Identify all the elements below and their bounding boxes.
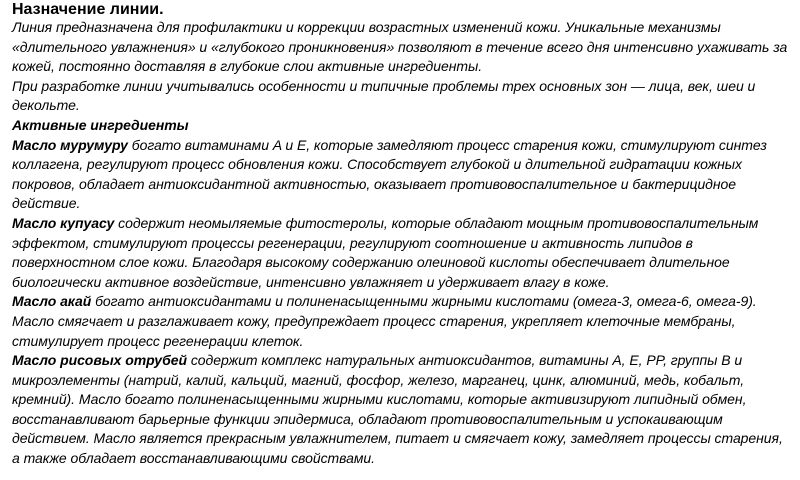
- document-body: [12, 18, 790, 469]
- ingredient-cupuacu: [12, 214, 790, 292]
- document-title: Назначение линии.: [12, 1, 164, 18]
- ingredient-acai: [12, 292, 790, 351]
- ingredient-name: Масло мурумуру: [12, 136, 128, 153]
- intro-paragraph-1: Линия предназначена для профилактики и коррекции возрастных изменений кожи. Уникальные механизмы «длительного увлажнения» и «глубокого проникновения» позволяют в течение всего дня интенсивно ухаживать за кожей, постоянно доставляя в глубокие слои активные ингредиенты.: [12, 19, 788, 75]
- ingredient-description: богато антиоксидантами и полиненасыщенными жирными кислотами (омега-3, омега-6, омега-9). Масло смягчает и разглаживает кожу, предупреждает процесс старения, укрепляет клеточные мембраны, стимулирует процесс регенерации клеток.: [12, 293, 757, 349]
- ingredient-name: Масло рисовых отрубей: [12, 352, 188, 369]
- ingredient-name: Масло акай: [12, 293, 92, 310]
- ingredient-rice-bran: [12, 351, 790, 469]
- intro-paragraph-2: При разработке линии учитывались особенности и типичные проблемы трех основных зон — лица, век, шеи и декольте.: [12, 77, 756, 114]
- ingredient-description: содержит комплекс натуральных антиоксидантов, витамины A, E, PP, группы B и микроэлементы (натрий, калий, кальций, магний, фосфор, железо, марганец, цинк, алюминий, медь, кобальт, кремний). Масло богато полиненасыщенными жирными кислотами, которые активизируют липидный обмен, восстанавливают барьерные функции эпидермиса, обладают противовоспалительным и успокаивающим действием. Масло является прекрасным увлажнителем, питает и смягчает кожу, замедляет процессы старения, а также обладает восстанавливающими свойствами.: [12, 352, 783, 467]
- ingredient-description: содержит неомыляемые фитостеролы, которые обладают мощным противовоспалительным эффектом, стимулируют процессы регенерации, регулируют соотношение и активность липидов в поверхностном слое кожи. Благодаря высокому содержанию олеиновой кислоты обеспечивает длительное биологически активное воздействие, интенсивно увлажняет и удерживает влагу в коже.: [12, 214, 759, 290]
- ingredient-murumuru: [12, 136, 790, 214]
- ingredient-name: Масло купуасу: [12, 214, 115, 231]
- ingredient-description: богато витаминами A и E, которые замедляют процесс старения кожи, стимулируют синтез коллагена, регулируют процесс обновления кожи. Способствует глубокой и длительной гидратации кожных покровов, обладает антиоксидантной активностью, оказывает противовоспалительное и бактерицидное действие.: [12, 136, 767, 212]
- ingredients-heading: Активные ингредиенты: [12, 116, 189, 133]
